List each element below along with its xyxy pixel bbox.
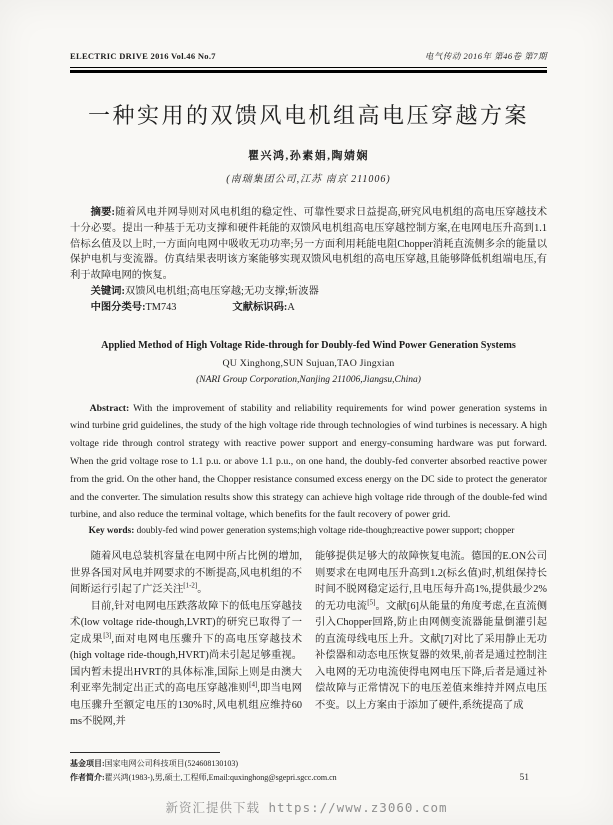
paper-title-en: Applied Method of High Voltage Ride-through for Doubly-fed Wind Power Generation Systems: [101, 339, 516, 351]
clc-label: 中图分类号:: [90, 301, 146, 313]
text-segment: 。文献[6]从能量的角度考虑,在直流侧引入Chopper回路,防止由网侧变流器能量倒灌引起的直流母线电压上升。文献[7]对比了采用静止无功补偿器和动态电压恢复器的效果,前者是通过控制注入电网的无功电流使得电网电压下降,后者是通过补偿故障与正常情况下的电压差值来维持并网点电压不变。以上方案由于添加了硬件,系统提高了成: [315, 600, 547, 711]
keywords-cn: [70, 284, 547, 300]
header-rule: [70, 67, 547, 73]
abstract-label-cn: 摘要:: [90, 207, 115, 218]
footnote-fund-text: 国家电网公司科技项目(524608130103): [104, 759, 238, 768]
page-number: 51: [519, 773, 529, 783]
body-column-left: [70, 549, 302, 731]
document-code-value: A: [287, 301, 295, 313]
reference-superscript: [4]: [249, 680, 258, 689]
body-columns: [70, 549, 547, 731]
footnote-bio-label: 作者简介:: [70, 772, 105, 782]
authors-en: QU Xinghong,SUN Sujuan,TAO Jingxian: [222, 357, 395, 369]
text-segment: 能够提供足够大的故障恢复电流。德国的E.ON公司则要求在电网电压升高到1.2(标幺值)时,机组保持长时间不脱网稳定运行,且电压每升高1%,提供最少2%的无功电流: [315, 551, 547, 612]
journal-header-en: ELECTRIC DRIVE 2016 Vol.46 No.7: [70, 51, 216, 61]
paragraph-continued: [315, 549, 547, 714]
footnote-divider: [70, 752, 220, 753]
keywords-text-en: doubly-fed wind power generation systems;high voltage ride-though;reactive power support; chopper: [134, 526, 515, 537]
text-segment: ,面对电网电压骤升下的高电压穿越技术(high voltage ride-though,HVRT)尚未引起足够重视。国内暂未提出HVRT的具体标准,国际上则是由澳大利亚率先制定出正式的高电压穿越准则: [70, 633, 302, 695]
paragraph-lvrt-hvrt: [70, 599, 302, 731]
footnote: [70, 752, 410, 784]
body-column-right: [315, 549, 547, 731]
text-segment: 。: [197, 584, 208, 596]
footnote-bio: [70, 771, 410, 785]
journal-header-cn: 电气传动 2016年 第46卷 第7期: [424, 51, 547, 61]
text-segment: 目前,针对电网电压跌落故障下的低电压穿越技术(low voltage ride-though,LVRT)的研究已取得了一定成果: [70, 600, 302, 645]
keywords-label-cn: 关键词:: [90, 285, 125, 297]
footnote-bio-text: 瞿兴鸿(1983-),男,硕士,工程师,Email:quxinghong@sgepri.sgcc.com.cn: [104, 772, 337, 782]
reference-superscript: [3]: [103, 631, 112, 640]
affiliation-cn: (南瑞集团公司,江苏 南京 211006): [226, 174, 391, 185]
classification-line: [70, 300, 547, 316]
paragraph-intro: [70, 549, 302, 599]
clc-value: TM743: [145, 301, 177, 313]
keywords-text-cn: 双馈风电机组;高电压穿越;无功支撑;斩波器: [124, 285, 319, 297]
journal-header: [70, 50, 547, 62]
footnote-fund-label: 基金项目:: [70, 759, 105, 768]
footnote-fund: [70, 757, 410, 771]
authors-cn: 瞿兴鸿,孙素娟,陶婧娴: [248, 150, 369, 162]
keywords-label-en: Key words:: [88, 526, 135, 537]
paper-title-cn: 一种实用的双馈风电机组高电压穿越方案: [87, 103, 529, 128]
document-code-label: 文献标识码:: [232, 301, 288, 313]
abstract-en: [70, 400, 547, 525]
reference-superscript: [1-2]: [183, 581, 198, 590]
text-segment: ,即当电网电压骤升至额定电压的130%时,风电机组应维持60 ms不脱网,并: [70, 683, 302, 728]
keywords-en: [70, 525, 547, 538]
abstract-text-en: With the improvement of stability and reliability requirements for wind power generation systems in wind turbine grid guidelines, the study of the high voltage ride through technologies of wind turbines is necessary. A high voltage ride through control strategy with reactive power support and energy-consuming hardware was put forward. When the grid voltage rose to 1.1 p.u. or above 1.1 p.u., on one hand, the doubly-fed converter absorbed reactive power from the grid. On the other hand, the Chopper resistance consumed excess energy on the DC side to protect the generator and the converter. The simulation results show this strategy can achieve high voltage ride through of the double-fed wind turbine, and also reduce the terminal voltage, which benefits for the fault recovery of power grid.: [70, 402, 547, 521]
abstract-label-en: Abstract:: [89, 402, 130, 414]
abstract-text-cn: 随着风电并网导则对风电机组的稳定性、可靠性要求日益提高,研究风电机组的高电压穿越技术十分必要。提出一种基于无功支撑和硬件耗能的双馈风电机组高电压穿越控制方案,在电网电压升高到1.1倍标幺值及以上时,一方面向电网中吸收无功功率;另一方面利用耗能电阻Chopper消耗直流侧多余的能量以保护电机与变流器。仿真结果表明该方案能够实现双馈风电机组的高电压穿越,且能够降低机组端电压,有利于故障电网的恢复。: [70, 207, 547, 282]
reference-superscript: [5]: [367, 598, 376, 607]
text-segment: 随着风电总装机容量在电网中所占比例的增加,世界各国对风电并网要求的不断提高,风电机组的不间断运行引起了广泛关注: [70, 551, 302, 596]
abstract-cn: [70, 205, 547, 284]
watermark: 新资汇提供下载 https://www.z3060.com: [165, 800, 448, 815]
affiliation-en: (NARI Group Corporation,Nanjing 211006,Jiangsu,China): [196, 374, 421, 385]
